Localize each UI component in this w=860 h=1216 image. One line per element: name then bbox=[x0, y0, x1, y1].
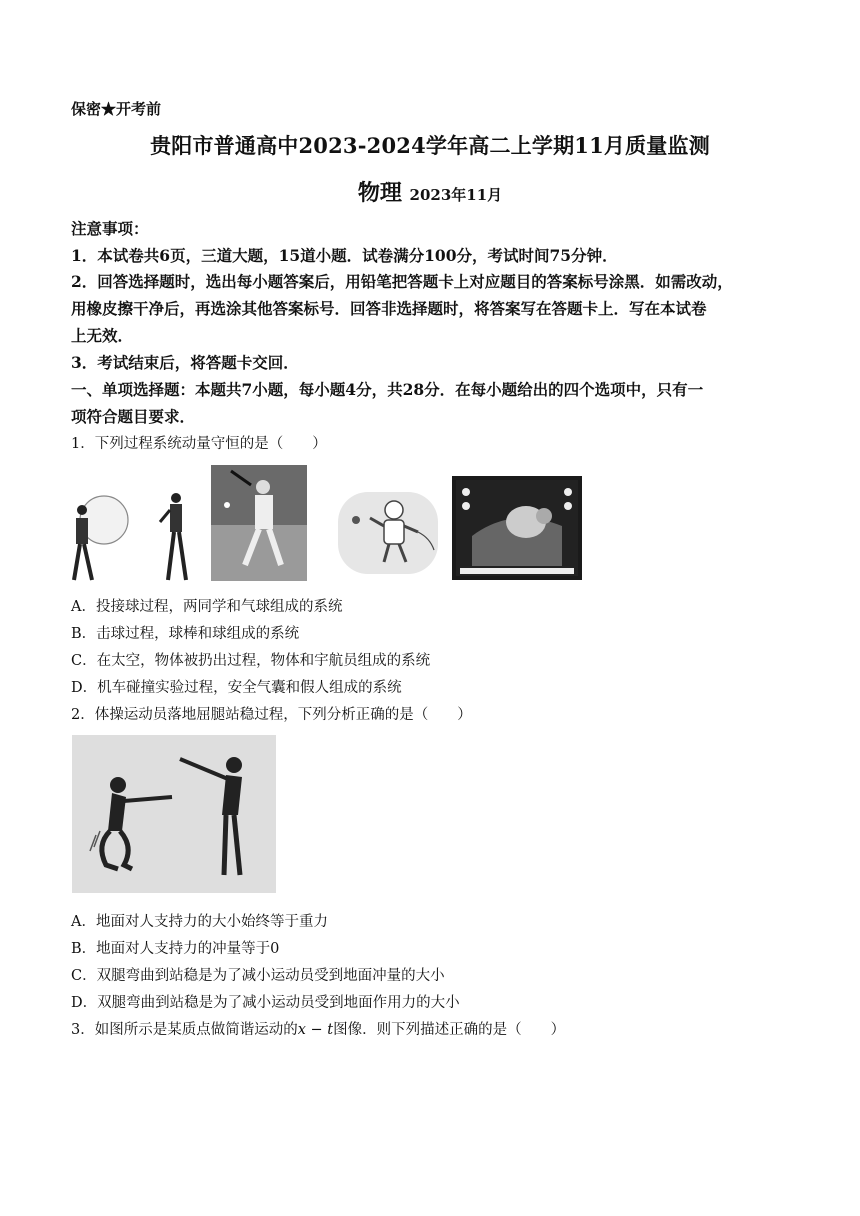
notes-heading: 注意事项： bbox=[71, 219, 149, 238]
q1-image-ball-toss bbox=[68, 488, 200, 584]
note-2-line-2: 用橡皮擦干净后，再选涂其他答案标号．回答非选择题时，将答案写在答题卡上．写在本试卷 bbox=[71, 299, 707, 318]
q3-stem-post: 图像．则下列描述正确的是（ ） bbox=[333, 1022, 566, 1038]
q2-image-gymnasts bbox=[72, 735, 276, 893]
note-1: 1．本试卷共6页，三道大题，15道小题．试卷满分100分，考试时间75分钟． bbox=[71, 246, 618, 265]
subject-name: 物理 bbox=[357, 180, 402, 206]
note-2-line-3: 上无效． bbox=[71, 326, 134, 345]
exam-subtitle bbox=[0, 176, 860, 207]
q3-stem-variable: x − t bbox=[297, 1022, 334, 1038]
q1-image-baseball-batter bbox=[211, 465, 307, 581]
q3-stem bbox=[71, 1018, 565, 1039]
q1-option-b: B．击球过程，球棒和球组成的系统 bbox=[71, 626, 300, 642]
note-2-line-1: 2．回答选择题时，选出每小题答案后，用铅笔把答题卡上对应题目的答案标号涂黑．如需改动， bbox=[71, 272, 733, 291]
confidential-label: 保密★开考前 bbox=[71, 100, 162, 118]
q1-image-crash-test bbox=[452, 476, 582, 580]
q1-stem: 1．下列过程系统动量守恒的是（ ） bbox=[71, 436, 327, 452]
q2-option-a: A．地面对人支持力的大小始终等于重力 bbox=[71, 914, 328, 930]
exam-date: 2023年11月 bbox=[409, 186, 503, 204]
q3-stem-pre: 3．如图所示是某质点做简谐运动的 bbox=[71, 1022, 298, 1038]
note-3: 3．考试结束后，将答题卡交回． bbox=[71, 353, 299, 372]
q2-option-c: C．双腿弯曲到站稳是为了减小运动员受到地面冲量的大小 bbox=[71, 968, 445, 984]
q1-option-c: C．在太空，物体被扔出过程，物体和宇航员组成的系统 bbox=[71, 653, 431, 669]
q1-option-d: D．机车碰撞实验过程，安全气囊和假人组成的系统 bbox=[71, 680, 402, 696]
section-1-line-2: 项符合题目要求． bbox=[71, 407, 196, 426]
section-1-line-1: 一、单项选择题：本题共7小题，每小题4分，共28分．在每小题给出的四个选项中，只有一 bbox=[71, 380, 704, 399]
exam-title: 贵阳市普通高中2023-2024学年高二上学期11月质量监测 bbox=[150, 133, 710, 158]
q2-stem: 2．体操运动员落地屈腿站稳过程，下列分析正确的是（ ） bbox=[71, 707, 472, 723]
q1-image-astronaut bbox=[334, 488, 442, 578]
q1-option-a: A．投接球过程，两同学和气球组成的系统 bbox=[71, 599, 343, 615]
q2-option-b: B．地面对人支持力的冲量等于0 bbox=[71, 941, 280, 957]
q2-option-d: D．双腿弯曲到站稳是为了减小运动员受到地面作用力的大小 bbox=[71, 995, 460, 1011]
